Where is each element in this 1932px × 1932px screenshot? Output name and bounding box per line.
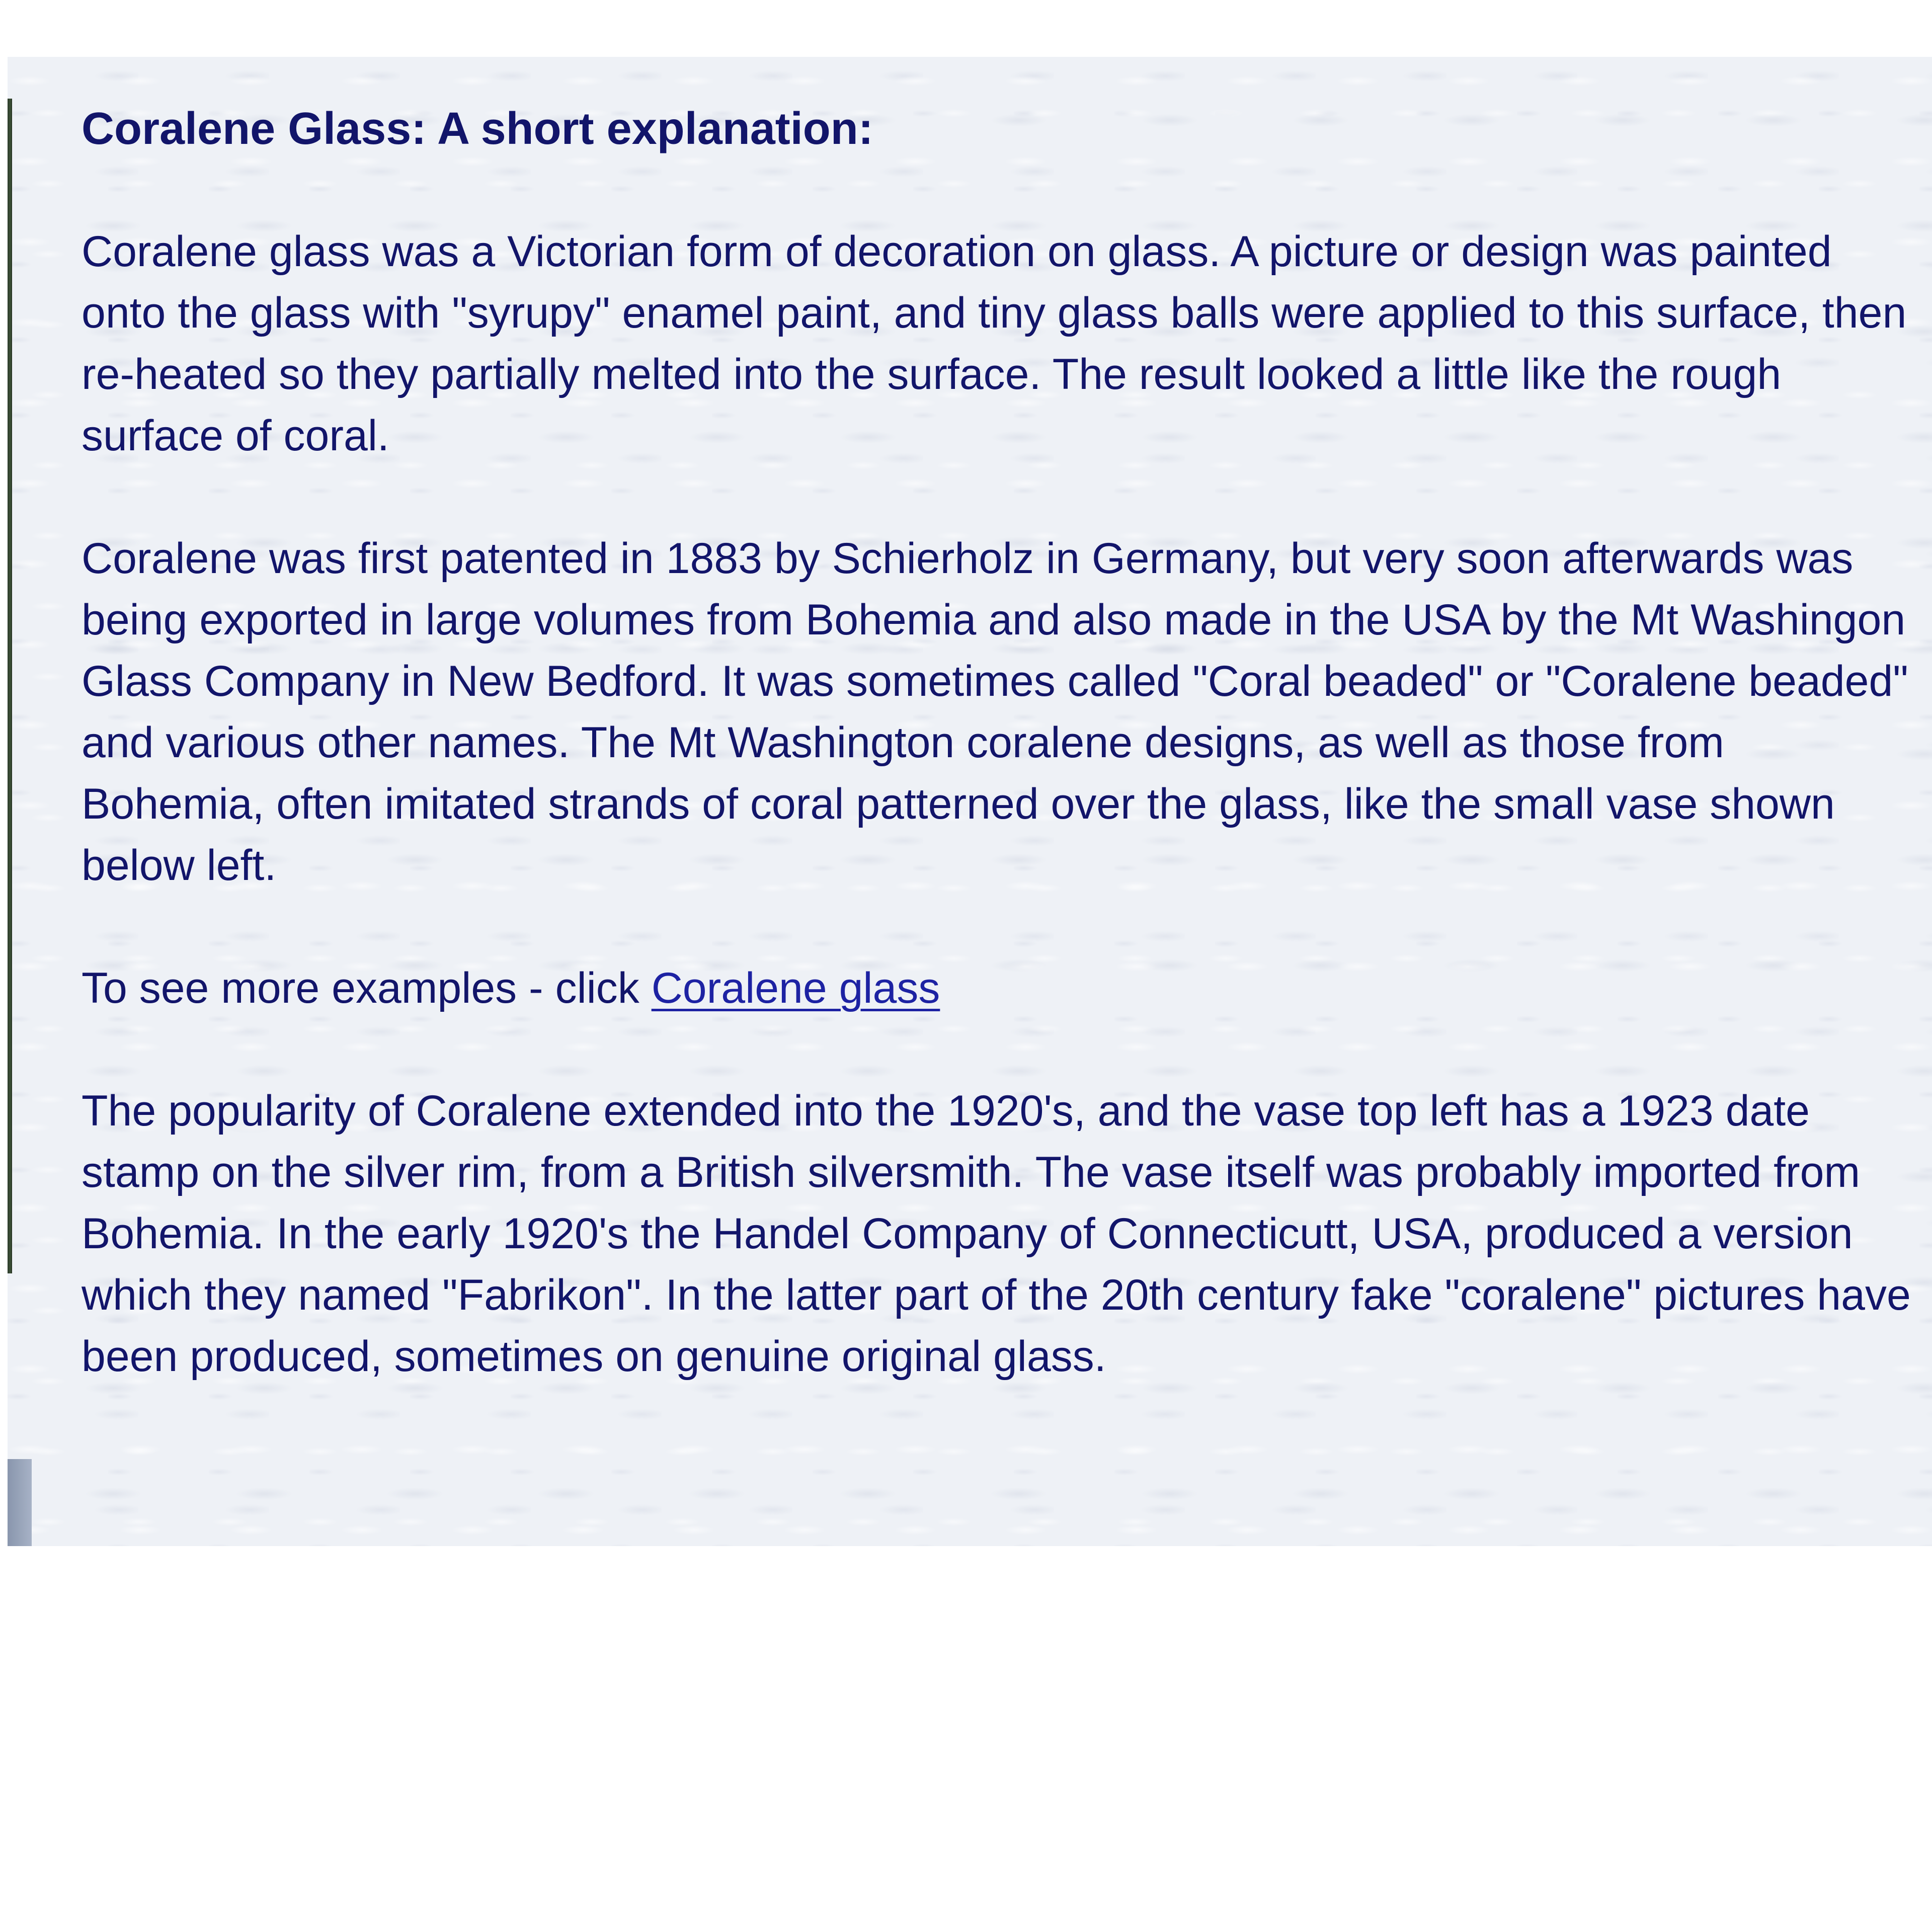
more-examples-prefix: To see more examples - click bbox=[82, 964, 652, 1012]
paragraph-intro: Coralene glass was a Victorian form of decoration on glass. A picture or design was painted onto the glass with "syrupy" enamel paint, and tiny glass balls were applied to this surface, then re-heated so they partially melted into the surface. The result looked a little like the rough surface of coral. bbox=[82, 227, 1907, 460]
paragraph-history: Coralene was first patented in 1883 by Schierholz in Germany, but very soon afterwards was being exported in large volumes from Bohemia and also made in the USA by the Mt Washingon Glass Company in New Bedford. It was sometimes called "Coral beaded" or "Coralene beaded" and various other names. The Mt Washington coralene designs, as well as those from Bohemia, often imitated strands of coral patterned over the glass, like the small vase shown below left. bbox=[82, 534, 1908, 890]
more-examples-line bbox=[82, 957, 1913, 1019]
article-content bbox=[82, 98, 1913, 1387]
coralene-glass-link[interactable]: Coralene glass bbox=[651, 964, 940, 1012]
left-border-rule bbox=[8, 99, 12, 1273]
scroll-handle[interactable] bbox=[8, 1459, 32, 1546]
paragraph-closing: The popularity of Coralene extended into the 1920's, and the vase top left has a 1923 date stamp on the silver rim, from a British silversmith. The vase itself was probably imported from Bohemia. In the early 1920's the Handel Company of Connecticutt, USA, produced a version which they named "Fabrikon". In the latter part of the 20th century fake "coralene" pictures have been produced, sometimes on genuine original glass. bbox=[82, 1087, 1911, 1381]
article-title: Coralene Glass: A short explanation: bbox=[82, 104, 873, 154]
